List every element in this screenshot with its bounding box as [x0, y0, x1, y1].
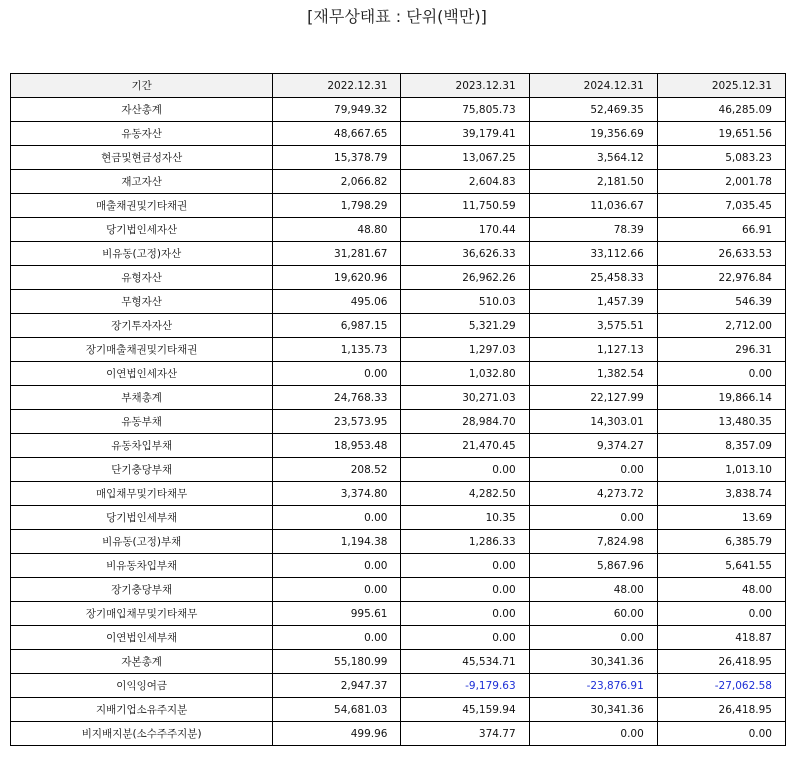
table-row [11, 698, 786, 722]
table-cell: 25,458.33 [529, 266, 657, 290]
table-cell: 22,127.99 [529, 386, 657, 410]
table-cell: 546.39 [657, 290, 785, 314]
table-cell: 55,180.99 [273, 650, 401, 674]
table-cell: 14,303.01 [529, 410, 657, 434]
table-cell: 24,768.33 [273, 386, 401, 410]
row-label: 당기법인세부채 [11, 506, 273, 530]
table-row [11, 506, 786, 530]
row-label: 매출채권및기타채권 [11, 194, 273, 218]
table-row [11, 458, 786, 482]
table-cell: 26,418.95 [657, 698, 785, 722]
table-cell: 0.00 [273, 554, 401, 578]
table-cell: 7,824.98 [529, 530, 657, 554]
table-row [11, 410, 786, 434]
table-cell: 26,962.26 [401, 266, 529, 290]
table-cell: 3,575.51 [529, 314, 657, 338]
row-label: 이연법인세부채 [11, 626, 273, 650]
table-cell: 11,036.67 [529, 194, 657, 218]
row-label: 유동차입부채 [11, 434, 273, 458]
table-row [11, 242, 786, 266]
table-cell: 39,179.41 [401, 122, 529, 146]
table-row [11, 218, 786, 242]
table-row [11, 266, 786, 290]
table-cell: 8,357.09 [657, 434, 785, 458]
table-cell: 2,604.83 [401, 170, 529, 194]
table-row [11, 554, 786, 578]
table-cell: 510.03 [401, 290, 529, 314]
table-cell: 31,281.67 [273, 242, 401, 266]
table-cell: 66.91 [657, 218, 785, 242]
table-cell: 78.39 [529, 218, 657, 242]
table-cell: 499.96 [273, 722, 401, 746]
column-header-2022: 2022.12.31 [273, 74, 401, 98]
table-cell: 79,949.32 [273, 98, 401, 122]
table-cell: 52,469.35 [529, 98, 657, 122]
table-cell: 54,681.03 [273, 698, 401, 722]
table-cell: -9,179.63 [401, 674, 529, 698]
table-cell: 75,805.73 [401, 98, 529, 122]
table-cell: 5,083.23 [657, 146, 785, 170]
table-cell: 26,418.95 [657, 650, 785, 674]
table-row [11, 722, 786, 746]
row-label: 지배기업소유주지분 [11, 698, 273, 722]
row-label: 장기충당부채 [11, 578, 273, 602]
table-row [11, 98, 786, 122]
table-cell: 0.00 [529, 506, 657, 530]
table-cell: 1,127.13 [529, 338, 657, 362]
table-row [11, 530, 786, 554]
table-cell: 5,867.96 [529, 554, 657, 578]
row-label: 비유동(고정)부채 [11, 530, 273, 554]
table-cell: 2,001.78 [657, 170, 785, 194]
table-cell: 2,181.50 [529, 170, 657, 194]
table-cell: 995.61 [273, 602, 401, 626]
table-row [11, 338, 786, 362]
table-row [11, 482, 786, 506]
table-cell: 0.00 [401, 458, 529, 482]
table-cell: 60.00 [529, 602, 657, 626]
table-body [11, 98, 786, 746]
table-cell: 6,987.15 [273, 314, 401, 338]
table-row [11, 650, 786, 674]
table-cell: 19,356.69 [529, 122, 657, 146]
table-cell: 18,953.48 [273, 434, 401, 458]
table-cell: 1,032.80 [401, 362, 529, 386]
row-label: 재고자산 [11, 170, 273, 194]
table-cell: 30,341.36 [529, 650, 657, 674]
table-cell: 5,321.29 [401, 314, 529, 338]
row-label: 비유동차입부채 [11, 554, 273, 578]
table-cell: 3,838.74 [657, 482, 785, 506]
table-cell: 5,641.55 [657, 554, 785, 578]
table-cell: 45,159.94 [401, 698, 529, 722]
page-title: [재무상태표 : 단위(백만)] [307, 7, 487, 26]
table-cell: 48.00 [529, 578, 657, 602]
table-cell: 170.44 [401, 218, 529, 242]
table-cell: 19,620.96 [273, 266, 401, 290]
table-cell: 2,712.00 [657, 314, 785, 338]
row-label: 유형자산 [11, 266, 273, 290]
row-label: 비지배지분(소수주주지분) [11, 722, 273, 746]
table-cell: 10.35 [401, 506, 529, 530]
table-row [11, 626, 786, 650]
table-cell: 208.52 [273, 458, 401, 482]
table-cell: 495.06 [273, 290, 401, 314]
table-cell: 1,382.54 [529, 362, 657, 386]
row-label: 유동자산 [11, 122, 273, 146]
table-cell: 418.87 [657, 626, 785, 650]
row-label: 단기충당부채 [11, 458, 273, 482]
table-cell: 0.00 [529, 722, 657, 746]
row-label: 자산총계 [11, 98, 273, 122]
row-label: 유동부채 [11, 410, 273, 434]
table-cell: 2,947.37 [273, 674, 401, 698]
row-label: 당기법인세자산 [11, 218, 273, 242]
table-cell: 13.69 [657, 506, 785, 530]
table-cell: 0.00 [273, 362, 401, 386]
table-cell: 0.00 [401, 578, 529, 602]
table-cell: 23,573.95 [273, 410, 401, 434]
row-label: 부채총계 [11, 386, 273, 410]
table-cell: 1,194.38 [273, 530, 401, 554]
row-label: 자본총계 [11, 650, 273, 674]
table-cell: 48,667.65 [273, 122, 401, 146]
table-cell: 1,457.39 [529, 290, 657, 314]
table-cell: 48.00 [657, 578, 785, 602]
table-cell: 48.80 [273, 218, 401, 242]
table-cell: 19,651.56 [657, 122, 785, 146]
table-cell: 7,035.45 [657, 194, 785, 218]
table-cell: 0.00 [273, 506, 401, 530]
table-cell: 0.00 [273, 626, 401, 650]
table-cell: 13,067.25 [401, 146, 529, 170]
balance-sheet-table [10, 73, 786, 746]
table-cell: -23,876.91 [529, 674, 657, 698]
table-header-row [11, 74, 786, 98]
column-header-2023: 2023.12.31 [401, 74, 529, 98]
table-cell: 3,374.80 [273, 482, 401, 506]
table-cell: 0.00 [401, 626, 529, 650]
table-cell: 374.77 [401, 722, 529, 746]
column-header-2025: 2025.12.31 [657, 74, 785, 98]
row-label: 현금및현금성자산 [11, 146, 273, 170]
table-cell: 1,798.29 [273, 194, 401, 218]
table-cell: 30,271.03 [401, 386, 529, 410]
table-cell: 11,750.59 [401, 194, 529, 218]
table-row [11, 434, 786, 458]
table-cell: 1,013.10 [657, 458, 785, 482]
table-cell: 0.00 [529, 458, 657, 482]
table-cell: 21,470.45 [401, 434, 529, 458]
table-cell: 28,984.70 [401, 410, 529, 434]
table-cell: 30,341.36 [529, 698, 657, 722]
table-cell: 0.00 [657, 362, 785, 386]
table-cell: 0.00 [273, 578, 401, 602]
table-cell: 2,066.82 [273, 170, 401, 194]
column-header-2024: 2024.12.31 [529, 74, 657, 98]
table-cell: 15,378.79 [273, 146, 401, 170]
table-row [11, 290, 786, 314]
table-row [11, 602, 786, 626]
table-row [11, 362, 786, 386]
table-cell: 6,385.79 [657, 530, 785, 554]
table-row [11, 314, 786, 338]
table-cell: 19,866.14 [657, 386, 785, 410]
table-row [11, 386, 786, 410]
table-cell: 46,285.09 [657, 98, 785, 122]
table-row [11, 122, 786, 146]
row-label: 매입채무및기타채무 [11, 482, 273, 506]
table-row [11, 194, 786, 218]
row-label: 무형자산 [11, 290, 273, 314]
row-label: 장기투자자산 [11, 314, 273, 338]
table-cell: 0.00 [401, 554, 529, 578]
table-cell: 0.00 [657, 602, 785, 626]
table-cell: 9,374.27 [529, 434, 657, 458]
table-row [11, 674, 786, 698]
table-cell: 4,273.72 [529, 482, 657, 506]
column-header-period: 기간 [11, 74, 273, 98]
table-cell: 1,135.73 [273, 338, 401, 362]
row-label: 이연법인세자산 [11, 362, 273, 386]
table-cell: 1,286.33 [401, 530, 529, 554]
table-cell: 33,112.66 [529, 242, 657, 266]
table-row [11, 578, 786, 602]
table-cell: 4,282.50 [401, 482, 529, 506]
row-label: 이익잉여금 [11, 674, 273, 698]
table-cell: 22,976.84 [657, 266, 785, 290]
row-label: 비유동(고정)자산 [11, 242, 273, 266]
table-cell: 26,633.53 [657, 242, 785, 266]
table-cell: 36,626.33 [401, 242, 529, 266]
table-cell: 45,534.71 [401, 650, 529, 674]
table-cell: 296.31 [657, 338, 785, 362]
table-cell: 0.00 [657, 722, 785, 746]
table-row [11, 146, 786, 170]
table-cell: 0.00 [401, 602, 529, 626]
table-row [11, 170, 786, 194]
table-cell: 1,297.03 [401, 338, 529, 362]
row-label: 장기매입채무및기타채무 [11, 602, 273, 626]
table-cell: 3,564.12 [529, 146, 657, 170]
table-cell: 13,480.35 [657, 410, 785, 434]
row-label: 장기매출채권및기타채권 [11, 338, 273, 362]
table-cell: 0.00 [529, 626, 657, 650]
table-cell: -27,062.58 [657, 674, 785, 698]
